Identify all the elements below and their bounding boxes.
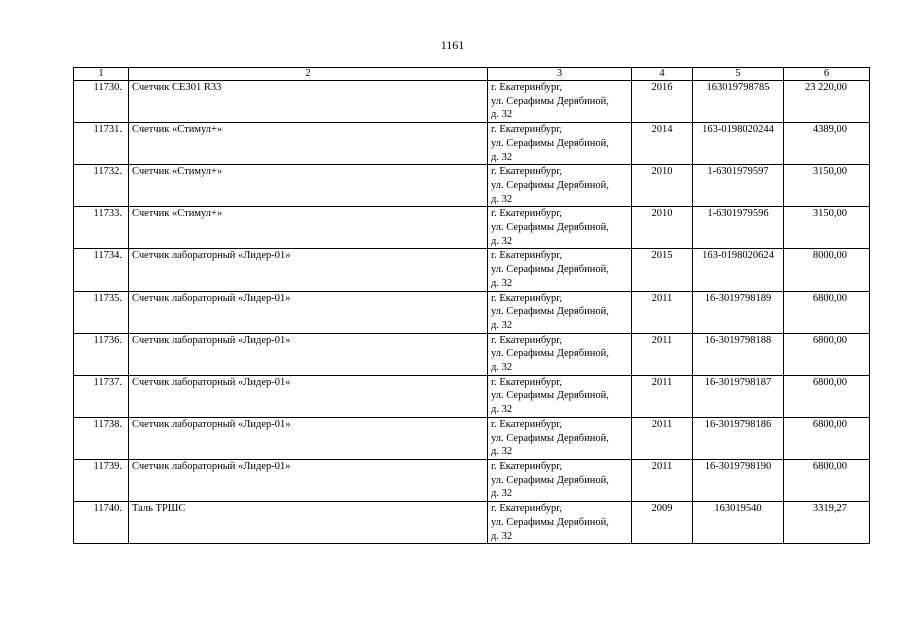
address-cell [488,459,632,501]
year-cell: 2016 [632,81,693,123]
address-line: ул. Серафимы Дерябиной, [491,137,609,149]
address-line: ул. Серафимы Дерябиной, [491,516,609,528]
address-line: д. 32 [491,151,513,163]
inventory-number-cell: 16-3019798186 [693,417,784,459]
table-row [74,123,870,165]
cost-cell: 4389,00 [784,123,870,165]
address-line: д. 32 [491,404,513,416]
column-header: 6 [784,68,870,81]
item-name-cell: Счетчик «Стимул+» [129,165,488,207]
item-name-cell: Счетчик «Стимул+» [129,123,488,165]
address-line: д. 32 [491,193,513,205]
address-line: г. Екатеринбург, [491,292,563,304]
address-line: ул. Серафимы Дерябиной, [491,306,609,318]
item-name-cell: Счетчик «Стимул+» [129,207,488,249]
column-header: 5 [693,68,784,81]
address-line: ул. Серафимы Дерябиной, [491,474,609,486]
address-line: ул. Серафимы Дерябиной, [491,348,609,360]
address-line: д. 32 [491,277,513,289]
cost-cell: 8000,00 [784,249,870,291]
address-line: г. Екатеринбург, [491,124,563,136]
property-table [73,67,870,544]
inventory-number-cell: 163019540 [693,502,784,544]
address-line: д. 32 [491,235,513,247]
inventory-number-cell: 163-0198020624 [693,249,784,291]
item-name-cell: Счетчик лабораторный «Лидер-01» [129,333,488,375]
address-cell [488,165,632,207]
row-number-cell: 11736. [74,333,129,375]
address-line: д. 32 [491,488,513,500]
address-cell [488,249,632,291]
row-number-cell: 11732. [74,165,129,207]
cost-cell: 3150,00 [784,207,870,249]
address-line: г. Екатеринбург, [491,376,563,388]
table-row [74,81,870,123]
row-number-cell: 11731. [74,123,129,165]
inventory-number-cell: 163-0198020244 [693,123,784,165]
address-cell [488,207,632,249]
address-cell [488,375,632,417]
address-line: ул. Серафимы Дерябиной, [491,264,609,276]
cost-cell: 6800,00 [784,291,870,333]
year-cell: 2009 [632,502,693,544]
row-number-cell: 11735. [74,291,129,333]
row-number-cell: 11734. [74,249,129,291]
address-line: г. Екатеринбург, [491,208,563,220]
column-header: 1 [74,68,129,81]
cost-cell: 23 220,00 [784,81,870,123]
address-line: ул. Серафимы Дерябиной, [491,222,609,234]
row-number-cell: 11737. [74,375,129,417]
inventory-number-cell: 1-6301979596 [693,207,784,249]
item-name-cell: Счетчик СЕ301 R33 [129,81,488,123]
page-number: 1161 [440,38,465,52]
table-row [74,459,870,501]
year-cell: 2011 [632,417,693,459]
cost-cell: 3150,00 [784,165,870,207]
address-cell [488,333,632,375]
table-header-row [74,68,870,81]
item-name-cell: Счетчик лабораторный «Лидер-01» [129,291,488,333]
row-number-cell: 11730. [74,81,129,123]
cost-cell: 6800,00 [784,459,870,501]
address-line: г. Екатеринбург, [491,250,563,262]
address-line: г. Екатеринбург, [491,460,563,472]
address-line: ул. Серафимы Дерябиной, [491,95,609,107]
address-cell [488,502,632,544]
item-name-cell: Счетчик лабораторный «Лидер-01» [129,375,488,417]
cost-cell: 6800,00 [784,417,870,459]
row-number-cell: 11739. [74,459,129,501]
table-row [74,417,870,459]
cost-cell: 3319,27 [784,502,870,544]
year-cell: 2011 [632,375,693,417]
inventory-number-cell: 16-3019798189 [693,291,784,333]
address-line: г. Екатеринбург, [491,166,563,178]
year-cell: 2011 [632,459,693,501]
address-cell [488,291,632,333]
column-header: 3 [488,68,632,81]
inventory-number-cell: 16-3019798190 [693,459,784,501]
row-number-cell: 11733. [74,207,129,249]
item-name-cell: Счетчик лабораторный «Лидер-01» [129,459,488,501]
inventory-number-cell: 16-3019798188 [693,333,784,375]
table-row [74,165,870,207]
year-cell: 2010 [632,165,693,207]
inventory-number-cell: 16-3019798187 [693,375,784,417]
address-line: д. 32 [491,109,513,121]
item-name-cell: Счетчик лабораторный «Лидер-01» [129,249,488,291]
address-line: д. 32 [491,362,513,374]
address-cell [488,123,632,165]
item-name-cell: Счетчик лабораторный «Лидер-01» [129,417,488,459]
table-row [74,375,870,417]
cost-cell: 6800,00 [784,333,870,375]
table-row [74,333,870,375]
address-line: г. Екатеринбург, [491,503,563,515]
address-line: ул. Серафимы Дерябиной, [491,432,609,444]
address-line: ул. Серафимы Дерябиной, [491,390,609,402]
year-cell: 2011 [632,291,693,333]
address-line: д. 32 [491,446,513,458]
table-row [74,249,870,291]
address-line: ул. Серафимы Дерябиной, [491,179,609,191]
inventory-number-cell: 163019798785 [693,81,784,123]
table-row [74,502,870,544]
item-name-cell: Таль ТРШС [129,502,488,544]
column-header: 4 [632,68,693,81]
year-cell: 2014 [632,123,693,165]
year-cell: 2015 [632,249,693,291]
address-cell [488,81,632,123]
address-line: г. Екатеринбург, [491,82,563,93]
address-line: д. 32 [491,319,513,331]
table-row [74,207,870,249]
year-cell: 2010 [632,207,693,249]
year-cell: 2011 [632,333,693,375]
address-line: г. Екатеринбург, [491,334,563,346]
row-number-cell: 11740. [74,502,129,544]
address-line: г. Екатеринбург, [491,418,563,430]
address-cell [488,417,632,459]
cost-cell: 6800,00 [784,375,870,417]
row-number-cell: 11738. [74,417,129,459]
inventory-number-cell: 1-6301979597 [693,165,784,207]
address-line: д. 32 [491,530,513,542]
table-row [74,291,870,333]
column-header: 2 [129,68,488,81]
